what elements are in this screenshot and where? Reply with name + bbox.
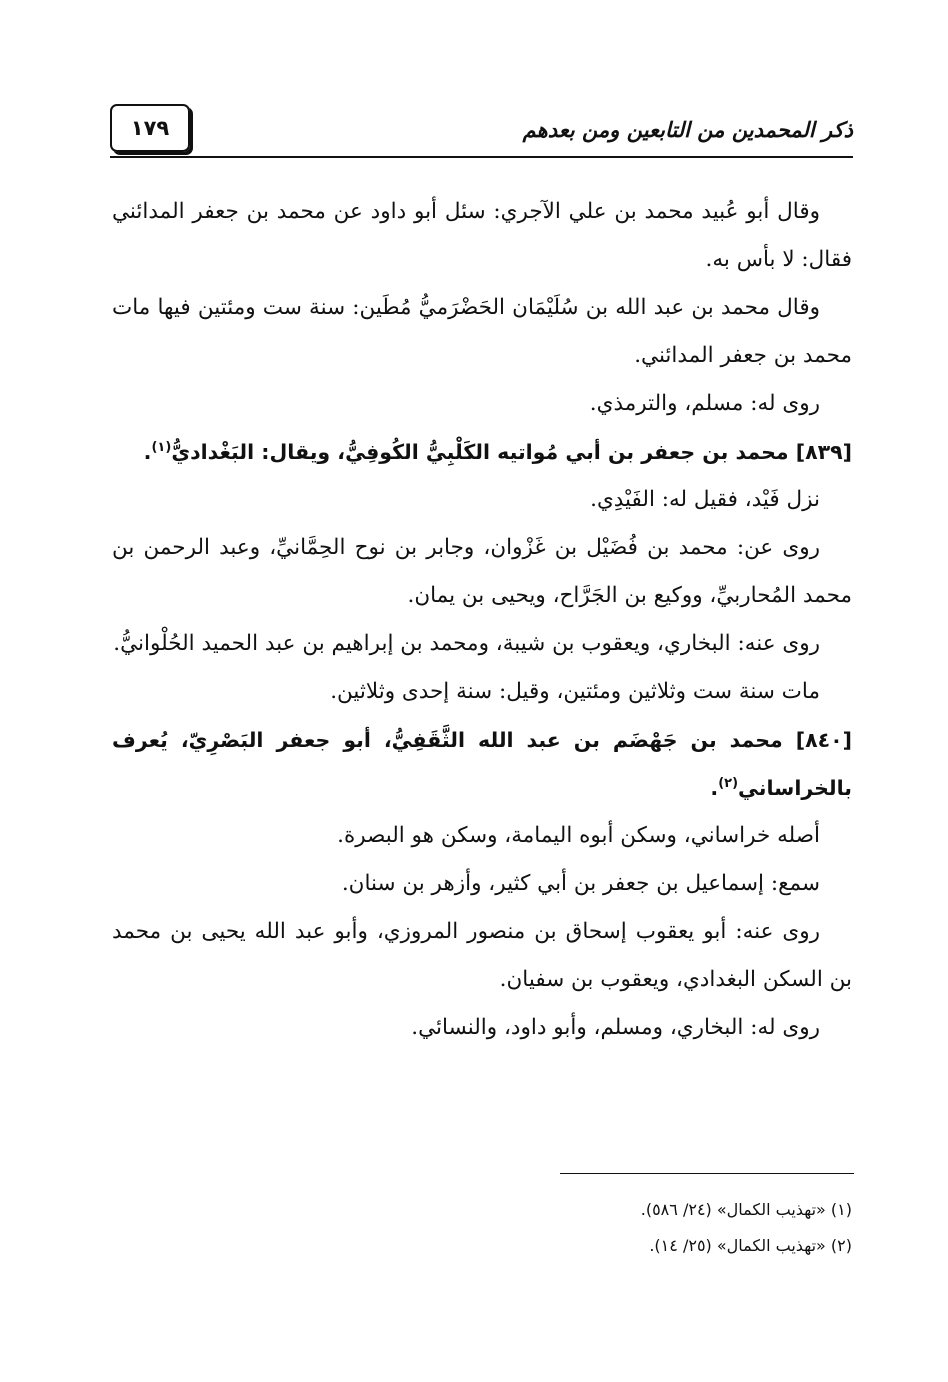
paragraph-fayd: نزل فَيْد، فقيل له: الفَيْدِي.	[590, 487, 820, 512]
paragraph-riwaya-840: روى له: البخاري، ومسلم، وأبو داود، والنسائي.	[411, 1015, 820, 1040]
footnote-divider	[560, 1173, 854, 1174]
entry-839-heading	[112, 428, 852, 476]
entry-840-heading	[112, 716, 852, 812]
paragraph-death-839: مات سنة ست وثلاثين ومئتين، وقيل: سنة إحدى وثلاثين.	[330, 679, 820, 704]
paragraph-rawa-an-839: روى عن: محمد بن فُضَيْل بن غَزْوان، وجابر بن نوح الحِمَّانيِّ، وعبد الرحمن بن محمد المُحاربيِّ، ووكيع بن الجَرَّاح، ويحيى بن يمان.	[112, 535, 852, 608]
footnote-ref-1: (١)	[151, 440, 172, 456]
paragraph-mutayyan: وقال محمد بن عبد الله بن سُلَيْمَان الحَضْرَميُّ مُطَين: سنة ست ومئتين فيها مات محمد بن جعفر المدائني.	[112, 295, 852, 368]
paragraph-rawa-anhu-840: روى عنه: أبو يعقوب إسحاق بن منصور المروزي، وأبو عبد الله يحيى بن محمد بن السكن البغدادي، ويعقوب بن سفيان.	[112, 919, 852, 992]
main-text	[112, 188, 852, 1052]
entry-839-title: [٨٣٩] محمد بن جعفر بن أبي مُواتيه الكَلْبِيُّ الكُوفِيُّ، ويقال: البَغْداديُّ	[171, 440, 852, 464]
paragraph-ajurri: وقال أبو عُبيد محمد بن علي الآجري: سئل أبو داود عن محمد بن جعفر المدائني فقال: لا بأس به.	[112, 199, 852, 272]
entry-839-end: .	[143, 440, 152, 464]
footnotes	[352, 1192, 852, 1264]
entry-840-title: [٨٤٠] محمد بن جَهْضَم بن عبد الله الثَّقَفِيُّ، أبو جعفر البَصْرِيّ، يُعرف بالخراساني	[112, 728, 852, 800]
paragraph-samia-840: سمع: إسماعيل بن جعفر بن أبي كثير، وأزهر بن سنان.	[341, 871, 820, 896]
footnote-2: (٢) «تهذيب الكمال» (٢٥/ ١٤).	[649, 1236, 852, 1255]
footnote-ref-2: (٢)	[718, 776, 739, 792]
running-header-title: ذكر المحمدين من التابعين ومن بعدهم	[522, 118, 853, 142]
entry-840-end: .	[710, 776, 719, 800]
page-number: ١٧٩	[130, 116, 170, 140]
paragraph-rawa-anhu-839: روى عنه: البخاري، ويعقوب بن شيبة، ومحمد بن إبراهيم بن عبد الحميد الحُلْوانيُّ.	[113, 631, 820, 656]
paragraph-origin-840: أصله خراساني، وسكن أبوه اليمامة، وسكن هو البصرة.	[337, 823, 820, 848]
header-divider	[110, 156, 853, 158]
footnote-1: (١) «تهذيب الكمال» (٢٤/ ٥٨٦).	[640, 1200, 852, 1219]
paragraph-riwaya-839: روى له: مسلم، والترمذي.	[589, 391, 820, 416]
page-number-box	[110, 104, 190, 152]
